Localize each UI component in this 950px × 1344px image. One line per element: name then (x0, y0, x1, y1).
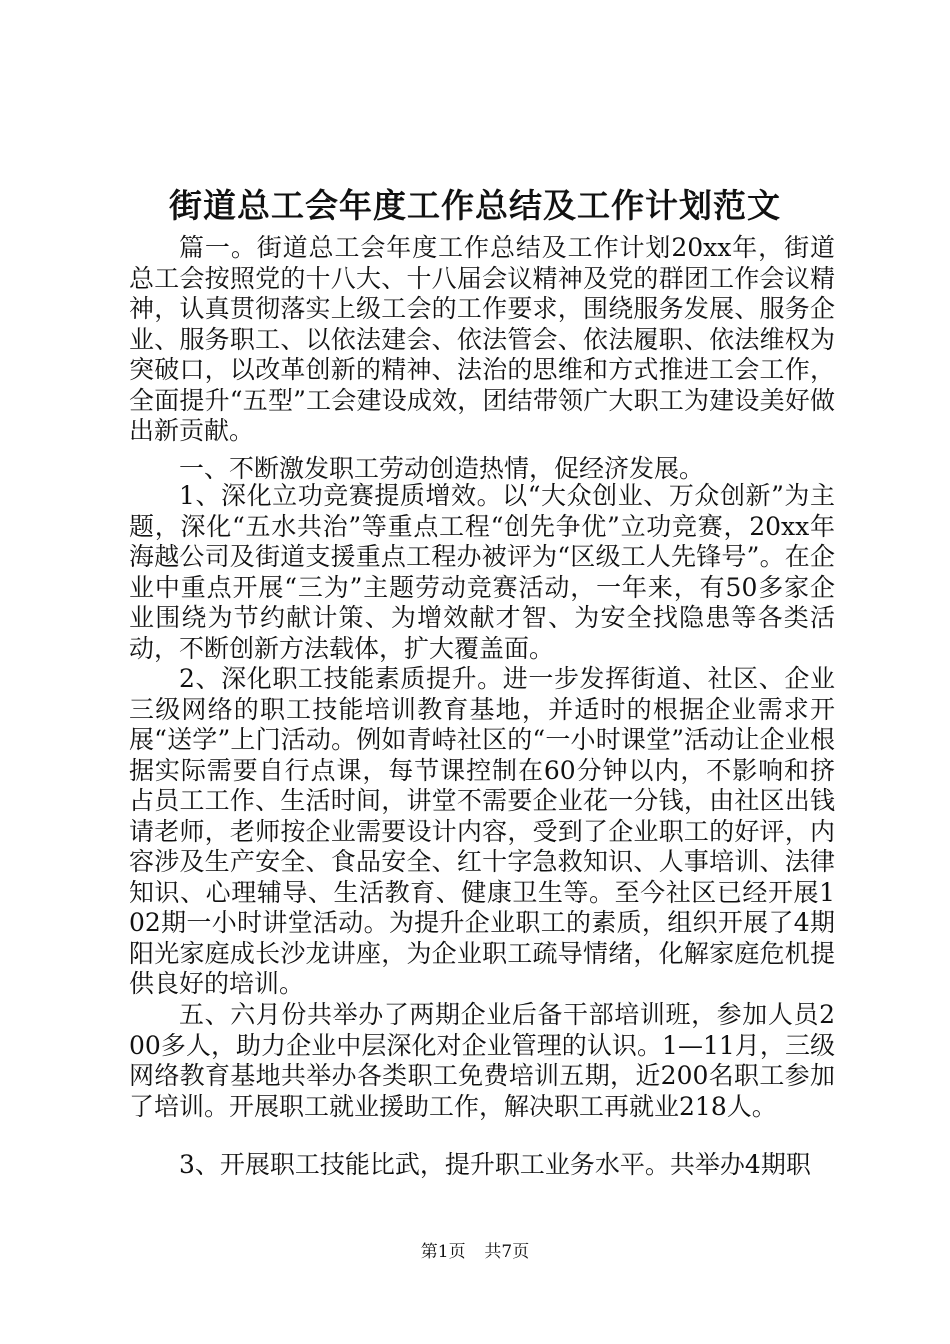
paragraph-item-3 (129, 1150, 835, 1181)
paragraph-text: 一、不断激发职工劳动创造热情，促经济发展。 (179, 454, 705, 483)
page-number: 第1页 (420, 1242, 466, 1262)
page-total: 共7页 (484, 1242, 530, 1262)
page-footer (0, 1240, 950, 1264)
paragraph-text: 3、开展职工技能比武，提升职工业务水平。共举办4期职 (179, 1150, 811, 1179)
paragraph-text: 1、深化立功竞赛提质增效。以“大众创业、万众创新”为主题，深化“五水共治”等重点工程“创先争优”立功竞赛，20xx年海越公司及街道支援重点工程办被评为“区级工人先锋号”。在企业中重点开展“三为”主题劳动竞赛活动，一年来，有50多家企业围绕为节约献计策、为增效献才智、为安全找隐患等各类活动，不断创新方法载体，扩大覆盖面。 (129, 481, 835, 663)
paragraph-intro (129, 233, 835, 447)
document-title: 街道总工会年度工作总结及工作计划范文 (169, 186, 781, 225)
paragraph-training (129, 1000, 835, 1122)
paragraph-text: 篇一。街道总工会年度工作总结及工作计划20xx年，街道总工会按照党的十八大、十八届会议精神及党的群团工作会议精神，认真贯彻落实上级工会的工作要求，围绕服务发展、服务企业、服务职工、以依法建会、依法管会、依法履职、依法维权为突破口，以改革创新的精神、法治的思维和方式推进工会工作，全面提升“五型”工会建设成效，团结带领广大职工为建设美好做出新贡献。 (129, 233, 835, 445)
paragraph-text: 五、六月份共举办了两期企业后备干部培训班，参加人员200多人，助力企业中层深化对企业管理的认识。1—11月，三级网络教育基地共举办各类职工免费培训五期，近200名职工参加了培训。开展职工就业援助工作，解决职工再就业218人。 (129, 1000, 835, 1121)
paragraph-item-2 (129, 664, 835, 1000)
section-heading-1 (129, 454, 835, 485)
paragraph-text: 2、深化职工技能素质提升。进一步发挥街道、社区、企业三级网络的职工技能培训教育基地，并适时的根据企业需求开展“送学”上门活动。例如青峙社区的“一小时课堂”活动让企业根据实际需要自行点课，每节课控制在60分钟以内，不影响和挤占员工工作、生活时间，讲堂不需要企业花一分钱，由社区出钱请老师，老师按企业需要设计内容，受到了企业职工的好评，内容涉及生产安全、食品安全、红十字急救知识、人事培训、法律知识、心理辅导、生活教育、健康卫生等。至今社区已经开展102期一小时讲堂活动。为提升企业职工的素质，组织开展了4期阳光家庭成长沙龙讲座，为企业职工疏导情绪，化解家庭危机提供良好的培训。 (129, 664, 835, 998)
paragraph-item-1 (129, 481, 835, 664)
